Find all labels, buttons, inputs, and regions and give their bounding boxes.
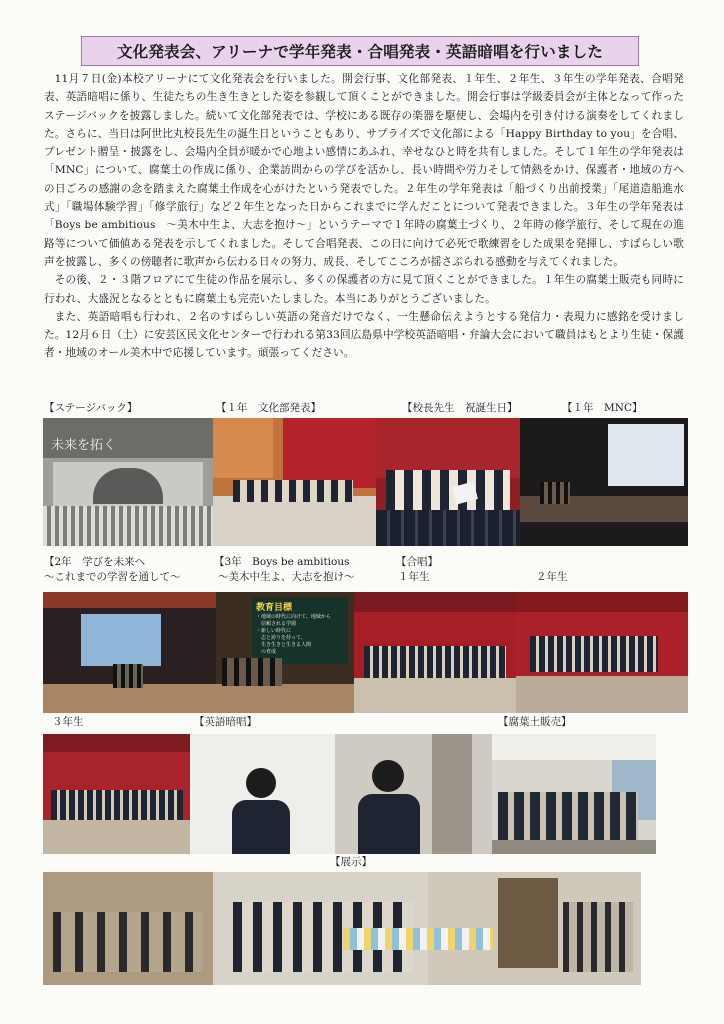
caption-mnc: 【１年 MNC】 xyxy=(562,402,643,414)
caption-chorus-1nen: １年生 xyxy=(398,571,430,583)
caption-bunka: 【１年 文化部発表】 xyxy=(216,402,321,414)
caption-chorus: 【合唱】 xyxy=(396,556,438,568)
photo-chorus-1nen xyxy=(354,592,516,713)
slide-title: 教育目標 xyxy=(256,603,293,613)
caption-grade3-line2: ～美木中生よ、大志を抱け～ xyxy=(218,571,355,583)
photo-tenji xyxy=(43,872,641,985)
caption-chorus-3nen: ３年生 xyxy=(52,716,84,728)
photo-chorus-2nen xyxy=(516,592,688,713)
slide-lines: ・地域の時代に向けて、地域から 信頼される学園 ・新しい時代に 志と誇りを持って、 生き生きと生きる人間 の育成 xyxy=(256,614,331,655)
caption-fuyodo: 【腐葉土販売】 xyxy=(498,716,572,728)
paragraph-2: その後、２・３階フロアにて生徒の作品を展示し、多くの保護者の方に見て頂くことができました。１年生の腐葉土販売も同時に行われ、大盛況となるとともに腐葉土も完売いたしました。本当にありがとうございました。 xyxy=(44,274,684,305)
photo-chorus-3nen xyxy=(43,734,190,854)
caption-grade2-line1: 【2年 学びを未来へ xyxy=(44,556,146,568)
photo-fuyodo xyxy=(492,734,656,854)
photo-stage-back xyxy=(43,418,213,546)
paragraph-1: 11月７日(金)本校アリーナにて文化発表会を行いました。開会行事、文化部発表、１年生、２年生、３年生の学年発表、合唱発表、英語暗唱に係り、生徒たちの生き生きとした姿を参観して頂くことができました。開会行事は学級委員会が主体となって作ったステージバックを披露しました。続いて文化部発表では、学校にある既存の楽器を駆使し、会場内を引き付ける演奏をしてくれました。さらに、当日は阿世比丸校長先生の誕生日ということもあり、サプライズで文化部による「Happy Birthday to you」を合唱、プレゼント贈呈・披露をし、会場内全員が暖かで心地よい感情にあふれ、幸せなひと時を共有しました。そして１年生の学年発表は「MNC」について、腐葉土の作成に係り、企業訪問からの学びを活かし、長い時間や労力そして情熱をかけ、保護者・地域の方への日ごろの感謝の念を踏まえた腐葉土作成を心がけたという発表でした。２年生の学年発表は「船づくり出前授業」「尾道造船進水式」「職場体験学習」「修学旅行」など２年生となった日からこれまでに学んだことについて発表できました。３年生の学年発表は「Boys be ambitious ～美木中生よ、大志を抱け～」というテーマで１年時の腐葉土づくり、２年時の修学旅行、そして現在の進路等について価値ある発表を示してくれました。そして合唱発表、この日に向けて必死で歌練習をした成果を発揮し、すばらしい歌声を披露し、多くの傍聴者に歌声から伝わる日々の努力、成長、そしてこころが揺さぶられる感動を与えてくれました。 xyxy=(44,73,684,268)
caption-grade3-line1: 【3年 Boys be ambitious xyxy=(214,556,350,568)
photo-grade2 xyxy=(43,592,216,713)
photo-grade3 xyxy=(216,592,354,713)
caption-grade2-line2: ～これまでの学習を通して～ xyxy=(44,571,181,583)
caption-chorus-2nen: ２年生 xyxy=(536,571,568,583)
caption-stage-back: 【ステージバック】 xyxy=(44,402,138,414)
photo-mnc xyxy=(520,418,688,546)
article-body xyxy=(44,70,684,363)
photo-eigo xyxy=(190,734,492,854)
caption-tenji: 【展示】 xyxy=(330,856,372,868)
paragraph-3: また、英語暗唱も行われ、２名のすばらしい英語の発音だけでなく、一生懸命伝えようとする発信力・表現力に感銘を受けました。12月６日（土）に安芸区民文化センターで行われる第33回広島県中学校英語暗唱・弁論大会において職員はもとより生徒・保護者・地域のオール美木中で応援しています。頑張ってください。 xyxy=(44,310,684,360)
caption-eigo: 【英語暗唱】 xyxy=(194,716,257,728)
stage-banner-text: 未来を拓く xyxy=(51,438,117,453)
caption-birthday: 【校長先生 祝誕生日】 xyxy=(402,402,518,414)
headline: 文化発表会、アリーナで学年発表・合唱発表・英語暗唱を行いました xyxy=(81,36,639,66)
photo-birthday xyxy=(376,418,520,546)
photo-bunka xyxy=(213,418,376,546)
